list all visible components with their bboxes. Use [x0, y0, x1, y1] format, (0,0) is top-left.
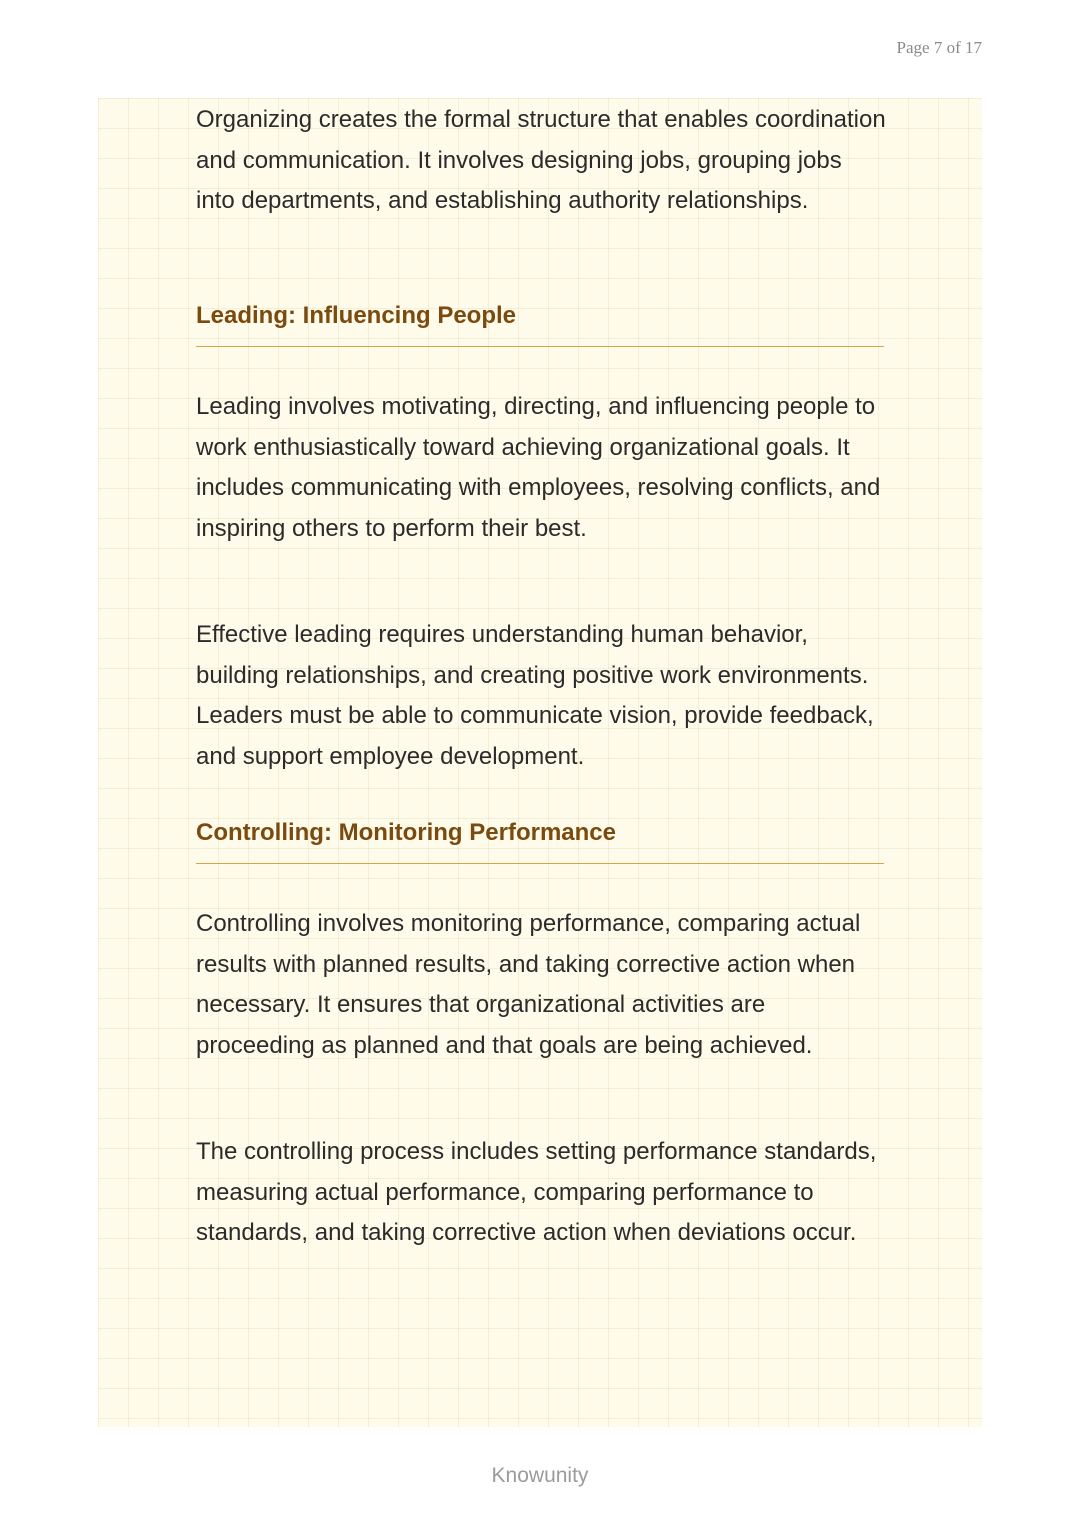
leading-paragraph-2: Effective leading requires understanding human behavior, building relationships, and creating positive work environments. Leaders must be able to communicate vision, provide feedback, and support employee development.: [196, 621, 874, 770]
section-heading-controlling: Controlling: Monitoring Performance: [196, 819, 616, 846]
section-divider: [196, 863, 884, 864]
section-divider: [196, 346, 884, 347]
section-heading-leading: Leading: Influencing People: [196, 302, 517, 329]
grid-paper-sheet: [98, 98, 982, 1427]
page-indicator: Page 7 of 17: [896, 38, 982, 57]
controlling-paragraph-2: The controlling process includes setting performance standards, measuring actual performance, comparing performance to standards, and taking corrective action when deviations occur.: [196, 1138, 877, 1247]
controlling-paragraph-1: Controlling involves monitoring performance, comparing actual results with planned results, and taking corrective action when necessary. It ensures that organizational activities are proceeding as planned and that goals are being achieved.: [196, 910, 861, 1059]
leading-paragraph-1: Leading involves motivating, directing, and influencing people to work enthusiastically toward achieving organizational goals. It includes communicating with employees, resolving conflicts, and inspiring others to perform their best.: [196, 393, 881, 542]
brand-watermark: Knowunity: [491, 1464, 589, 1487]
intro-paragraph: Organizing creates the formal structure that enables coordination and communication. It involves designing jobs, grouping jobs into departments, and establishing authority relationships.: [196, 106, 886, 215]
